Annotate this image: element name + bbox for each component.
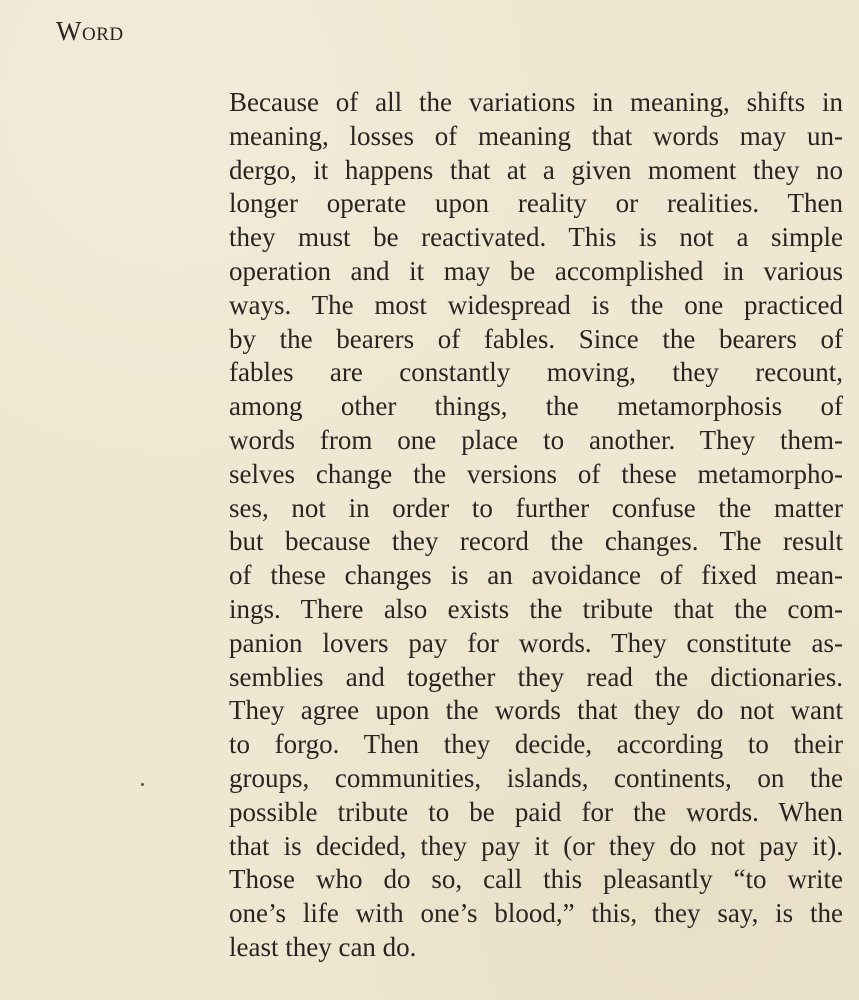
passage-line-8: by the bearers of fables. Since the bearers of: [229, 323, 843, 354]
passage-line-17: panion lovers pay for words. They constitute as-: [229, 627, 843, 658]
margin-speck: [141, 783, 144, 786]
passage-line-15: of these changes is an avoidance of fixed mean-: [229, 560, 843, 591]
page-header: Word: [56, 16, 124, 46]
passage-line-25: one’s life with one’s blood,” this, they say, is the: [229, 898, 843, 929]
passage-line-4: longer operate upon reality or realities. Then: [229, 188, 843, 219]
passage-line-23: that is decided, they pay it (or they do not pay it).: [229, 830, 843, 861]
passage-line-16: ings. There also exists the tribute that the com-: [229, 593, 843, 624]
passage-line-2: meaning, losses of meaning that words may un-: [229, 120, 843, 151]
passage-line-10: among other things, the metamorphosis of: [229, 391, 843, 422]
passage-line-22: possible tribute to be paid for the words. When: [229, 796, 843, 827]
passage-line-26: least they can do.: [229, 931, 417, 962]
passage-line-14: but because they record the changes. The result: [229, 526, 843, 557]
passage-line-21: groups, communities, islands, continents, on the: [229, 762, 843, 793]
passage-line-11: words from one place to another. They them-: [229, 424, 843, 455]
passage-line-7: ways. The most widespread is the one practiced: [229, 289, 843, 320]
passage-line-6: operation and it may be accomplished in various: [229, 255, 843, 286]
passage-line-18: semblies and together they read the dictionaries.: [229, 661, 843, 692]
passage-line-1: Because of all the variations in meaning, shifts in: [229, 87, 843, 117]
passage-line-20: to forgo. Then they decide, according to their: [229, 729, 843, 760]
passage-line-19: They agree upon the words that they do not want: [229, 695, 843, 726]
passage-line-9: fables are constantly moving, they recount,: [229, 357, 843, 388]
passage-line-12: selves change the versions of these metamorpho-: [229, 458, 843, 489]
passage-line-13: ses, not in order to further confuse the matter: [229, 492, 843, 523]
passage-line-5: they must be reactivated. This is not a simple: [229, 222, 843, 253]
passage-line-3: dergo, it happens that at a given moment they no: [229, 154, 843, 185]
passage-line-24: Those who do so, call this pleasantly “to write: [229, 864, 843, 895]
passage-text: [229, 86, 843, 965]
